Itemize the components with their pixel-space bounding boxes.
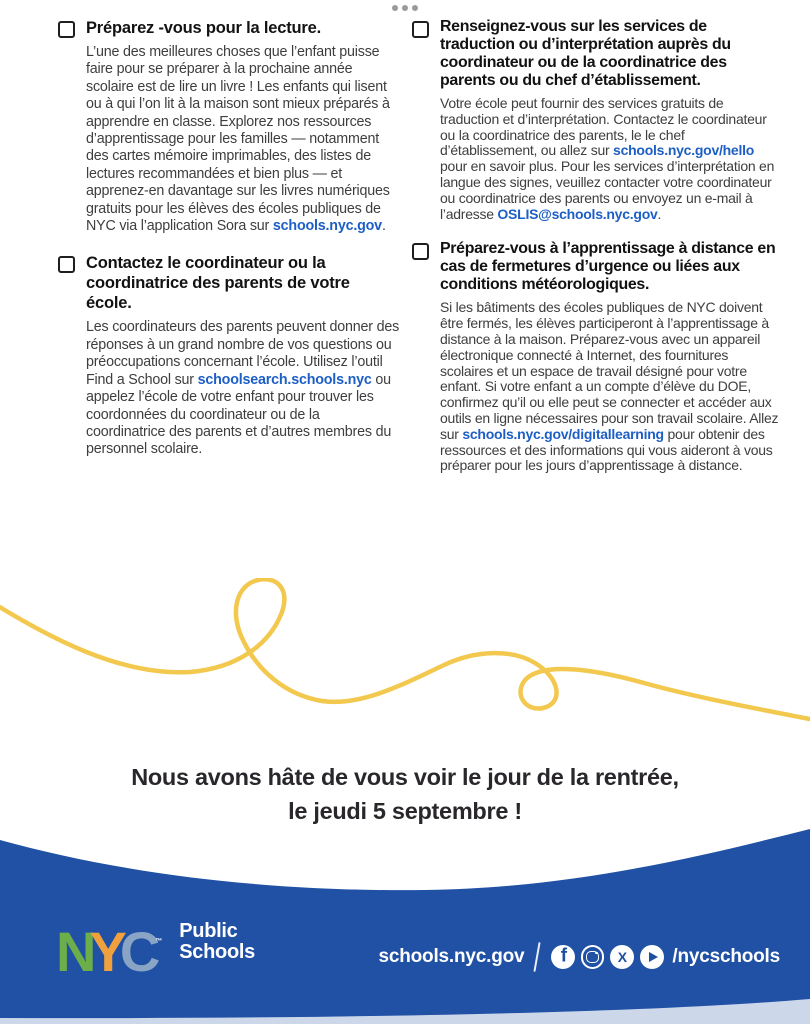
nyc-logo-letters — [56, 918, 169, 983]
inline-link[interactable]: schools.nyc.gov/hello — [613, 142, 755, 159]
item-text — [86, 18, 398, 235]
youtube-icon[interactable] — [640, 945, 664, 969]
inline-link[interactable]: OSLIS@schools.nyc.gov — [497, 205, 658, 222]
logo-wordmark-line2: Schools — [179, 941, 255, 963]
closing-message-line2: le jeudi 5 septembre ! — [288, 798, 522, 824]
footer-content — [0, 800, 810, 1024]
logo-letter-c: C — [119, 920, 154, 983]
item-text — [440, 240, 778, 474]
item-body — [86, 319, 402, 458]
item-text — [86, 253, 398, 458]
text-segment: Les coordinateurs des parents peuvent donner des réponses à un grand nombre de vos questions ou préoccupations concernant l’école. Utilisez l’outil Find a School sur — [86, 319, 400, 388]
logo-letter-y: Y — [89, 920, 120, 983]
social-icons — [551, 945, 665, 969]
logo-letter-n: N — [56, 920, 90, 983]
footer — [0, 800, 810, 1024]
text-segment: ou appelez l’école de votre enfant pour trouver les coordonnées du coordinateur ou de la coordinatrice des parents et d’autres membres du personnel scolaire. — [86, 371, 392, 458]
nyc-public-schools-logo — [56, 918, 255, 983]
text-segment: L’une des meilleures choses que l’enfant puisse faire pour se préparer à la prochaine année scolaire est de lire un livre ! Les enfants qui lisent ou à qui l’on lit à la maison sont mieux préparés à apprendre en classe. Explorez nos ressources d’apprentissage pour les familles — notamment des cartes mémoire imprimables, des listes de lectures recommandées et bien plus — et apprenez-en davantage sur les livres numériques gratuits pour les élèves des écoles publiques de NYC via l’application Sora sur — [86, 44, 390, 235]
inline-link[interactable]: schools.nyc.gov — [272, 218, 382, 235]
text-segment: . — [657, 205, 662, 222]
ellipsis-dots-icon — [392, 5, 418, 11]
checklist-column-left — [58, 18, 398, 477]
text-segment: Votre école peut fournir des services gratuits de traduction et d’interprétation. Contactez le coordinateur ou la coordinatrice des parents, le le chef d’établissement, ou allez sur — [440, 95, 767, 159]
checklist-item-reading — [58, 18, 398, 235]
dot-icon — [402, 5, 408, 11]
item-text — [440, 18, 778, 222]
yellow-squiggle-decoration — [0, 578, 810, 758]
item-heading: Renseignez-vous sur les services de traduction ou d’interprétation auprès du coordinateur ou de la coordinatrice des parents ou du chef d’établissement. — [440, 18, 731, 89]
item-heading: Préparez -vous pour la lecture. — [86, 19, 321, 37]
checkbox-icon[interactable] — [412, 243, 429, 260]
item-heading: Contactez le coordinateur ou la coordinatrice des parents de votre école. — [86, 254, 350, 313]
logo-wordmark-line1: Public — [179, 920, 238, 942]
text-segment: pour obtenir des ressources et des informations qui vous aideront à vous préparer pour les jours d’apprentissage à distance. — [440, 425, 773, 474]
social-handle: /nycschools — [672, 946, 780, 967]
x-icon[interactable] — [610, 945, 634, 969]
footer-links — [379, 942, 780, 972]
instagram-icon[interactable] — [581, 945, 605, 969]
divider-bar — [534, 942, 542, 972]
item-body — [86, 44, 402, 235]
text-segment: pour en savoir plus. Pour les services d’interprétation en langue des signes, veuillez contacter votre coordinateur ou coordinatrice des parents ou envoyez un e-mail à l’adresse — [440, 158, 775, 222]
checklist-column-right — [412, 18, 778, 492]
closing-message-line1: Nous avons hâte de vous voir le jour de la rentrée, — [131, 764, 679, 790]
website-link[interactable]: schools.nyc.gov — [378, 946, 525, 967]
facebook-icon[interactable] — [551, 945, 575, 969]
checkbox-icon[interactable] — [58, 21, 75, 38]
text-segment: Si les bâtiments des écoles publiques de NYC doivent être fermés, les élèves participeront à l’apprentissage à distance à la maison. Préparez-vous avec un appareil électronique connecté à Internet, des fournitures scolaires et un espace de travail désigné pour votre enfant. Si votre enfant a un compte d’élève du DOE, confirmez qu’il ou elle peut se connecter et accéder aux outils en ligne nécessaires pour son travail scolaire. Allez sur — [440, 299, 779, 442]
checkbox-icon[interactable] — [412, 21, 429, 38]
dot-icon — [412, 5, 418, 11]
inline-link[interactable]: schoolsearch.schools.nyc — [197, 371, 372, 388]
checkbox-icon[interactable] — [58, 256, 75, 273]
text-segment: . — [381, 218, 386, 235]
checklist-item-translation-services — [412, 18, 778, 222]
inline-link[interactable]: schools.nyc.gov/digitallearning — [462, 425, 664, 442]
item-body — [440, 300, 780, 474]
checklist-item-parent-coordinator — [58, 253, 398, 458]
play-triangle-icon — [649, 952, 658, 962]
dot-icon — [392, 5, 398, 11]
logo-wordmark — [179, 921, 255, 963]
item-heading: Préparez-vous à l’apprentissage à distance en cas de fermetures d’urgence ou liées aux conditions météorologiques. — [440, 240, 776, 294]
checklist-item-remote-learning — [412, 240, 778, 474]
trademark-symbol: ™ — [155, 938, 163, 945]
item-body — [440, 96, 780, 222]
